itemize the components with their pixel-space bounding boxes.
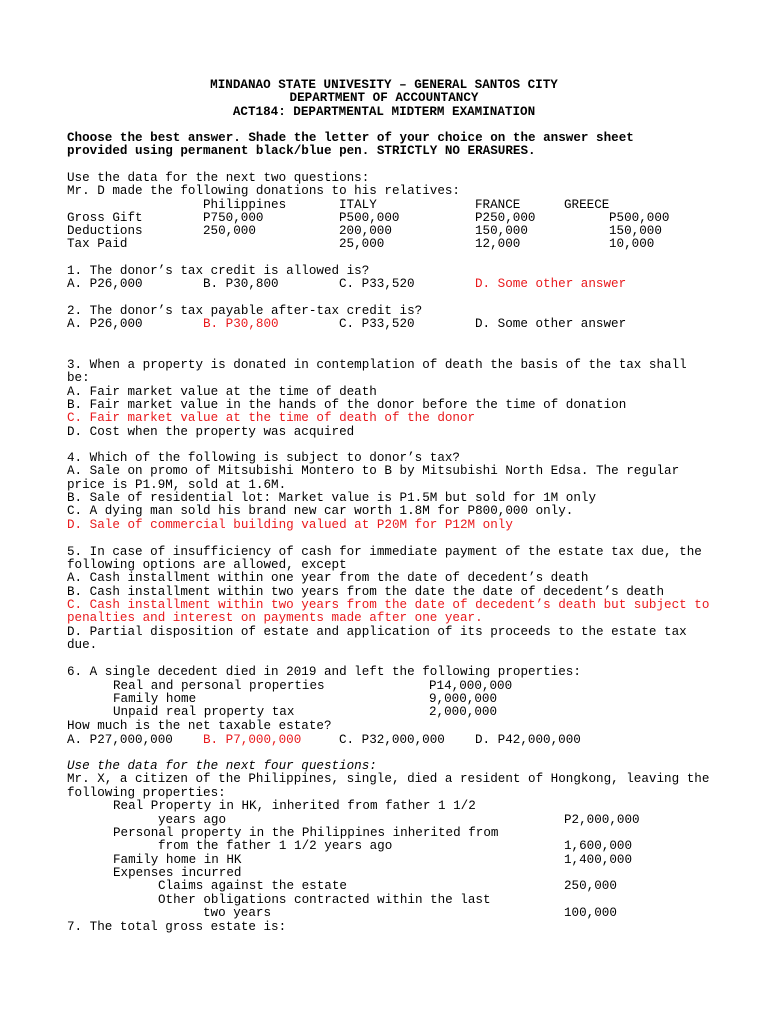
estate-claims-value: 250,000 bbox=[564, 879, 617, 893]
q1-choice-b: B. P30,800 bbox=[203, 277, 279, 291]
q5-choice-c-answer-line2: penalties and interest on payments made after one year. bbox=[67, 611, 483, 625]
estate-item1-line2: years ago bbox=[158, 813, 227, 827]
estate-item2-value: 1,600,000 bbox=[564, 839, 633, 853]
table-cell: 10,000 bbox=[609, 237, 655, 251]
q4-choice-c: C. A dying man sold his brand new car worth 1.8M for P800,000 only. bbox=[67, 504, 574, 518]
estate-claims-label: Claims against the estate bbox=[158, 879, 347, 893]
q2-choice-a: A. P26,000 bbox=[67, 317, 143, 331]
estate-item2-line1: Personal property in the Philippines inherited from bbox=[113, 826, 499, 840]
q6-choice-a: A. P27,000,000 bbox=[67, 733, 173, 747]
q1-choice-d-answer: D. Some other answer bbox=[475, 277, 627, 291]
table-cell: 12,000 bbox=[475, 237, 521, 251]
estate-item1-value: P2,000,000 bbox=[564, 813, 640, 827]
q6-question: 6. A single decedent died in 2019 and left the following properties: bbox=[67, 665, 581, 679]
q5-question-line1: 5. In case of insufficiency of cash for immediate payment of the estate tax due, the bbox=[67, 545, 702, 559]
instructions-line2: provided using permanent black/blue pen. STRICTLY NO ERASURES. bbox=[67, 144, 536, 158]
table-header-france: FRANCE bbox=[475, 198, 521, 212]
q3-choice-a: A. Fair market value at the time of death bbox=[67, 385, 377, 399]
q6-ask: How much is the net taxable estate? bbox=[67, 719, 332, 733]
q1-choice-c: C. P33,520 bbox=[339, 277, 415, 291]
q3-choice-b: B. Fair market value in the hands of the donor before the time of donation bbox=[67, 398, 627, 412]
department-name: DEPARTMENT OF ACCOUNTANCY bbox=[289, 91, 479, 105]
q3-question-line1: 3. When a property is donated in contemplation of death the basis of the tax shall bbox=[67, 358, 687, 372]
q3-choice-d: D. Cost when the property was acquired bbox=[67, 425, 355, 439]
estate-other-value: 100,000 bbox=[564, 906, 617, 920]
exam-title: ACT184: DEPARTMENTAL MIDTERM EXAMINATION bbox=[232, 105, 536, 119]
q7-question: 7. The total gross estate is: bbox=[67, 920, 287, 934]
table-cell: P250,000 bbox=[475, 211, 536, 225]
q4-choice-b: B. Sale of residential lot: Market value is P1.5M but sold for 1M only bbox=[67, 491, 597, 505]
q6-choice-c: C. P32,000,000 bbox=[339, 733, 445, 747]
q6-item-label: Real and personal properties bbox=[113, 679, 325, 693]
intro1-line1: Use the data for the next two questions: bbox=[67, 171, 370, 185]
intro1-line2: Mr. D made the following donations to his relatives: bbox=[67, 184, 460, 198]
q5-choice-c-answer-line1: C. Cash installment within two years from the date of decedent’s death but subject to bbox=[67, 598, 710, 612]
q6-item-label: Unpaid real property tax bbox=[113, 705, 295, 719]
table-row-label: Tax Paid bbox=[67, 237, 128, 251]
q5-question-line2: following options are allowed, except bbox=[67, 558, 347, 572]
q3-choice-c-answer: C. Fair market value at the time of death of the donor bbox=[67, 411, 476, 425]
q4-choice-a-line2: price is P1.9M, sold at 1.6M. bbox=[67, 478, 287, 492]
intro2-line3: following properties: bbox=[67, 786, 226, 800]
estate-other-line2: two years bbox=[203, 906, 272, 920]
q6-item-value: P14,000,000 bbox=[429, 679, 513, 693]
q4-choice-d-answer: D. Sale of commercial building valued at P20M for P12M only bbox=[67, 518, 513, 532]
table-row-label: Deductions bbox=[67, 224, 143, 238]
estate-other-line1: Other obligations contracted within the last bbox=[158, 893, 491, 907]
table-row-label: Gross Gift bbox=[67, 211, 143, 225]
intro2-line2: Mr. X, a citizen of the Philippines, single, died a resident of Hongkong, leaving the bbox=[67, 772, 710, 786]
table-header-greece: GREECE bbox=[564, 198, 610, 212]
table-cell: P500,000 bbox=[339, 211, 400, 225]
q1-question: 1. The donor’s tax credit is allowed is? bbox=[67, 264, 370, 278]
q3-question-line2: be: bbox=[67, 371, 90, 385]
q6-item-value: 9,000,000 bbox=[429, 692, 498, 706]
table-cell: 150,000 bbox=[475, 224, 528, 238]
q6-choice-d: D. P42,000,000 bbox=[475, 733, 581, 747]
estate-item1-line1: Real Property in HK, inherited from father 1 1/2 bbox=[113, 799, 476, 813]
table-cell: 25,000 bbox=[339, 237, 385, 251]
table-cell: 250,000 bbox=[203, 224, 256, 238]
q5-choice-d-line1: D. Partial disposition of estate and application of its proceeds to the estate tax bbox=[67, 625, 687, 639]
estate-expenses-label: Expenses incurred bbox=[113, 866, 242, 880]
instructions-line1: Choose the best answer. Shade the letter of your choice on the answer sheet bbox=[67, 131, 634, 145]
estate-item2-line2: from the father 1 1/2 years ago bbox=[158, 839, 393, 853]
table-header-italy: ITALY bbox=[339, 198, 377, 212]
q5-choice-a: A. Cash installment within one year from the date of decedent’s death bbox=[67, 571, 589, 585]
estate-item3-value: 1,400,000 bbox=[564, 853, 633, 867]
university-name: MINDANAO STATE UNIVESITY – GENERAL SANTOS CITY bbox=[210, 78, 558, 92]
q2-choice-d: D. Some other answer bbox=[475, 317, 627, 331]
table-header-philippines: Philippines bbox=[203, 198, 287, 212]
q2-choice-c: C. P33,520 bbox=[339, 317, 415, 331]
q6-choice-b-answer: B. P7,000,000 bbox=[203, 733, 302, 747]
table-cell: P500,000 bbox=[609, 211, 670, 225]
table-cell: P750,000 bbox=[203, 211, 264, 225]
intro2-line1: Use the data for the next four questions: bbox=[67, 759, 377, 773]
q4-choice-a-line1: A. Sale on promo of Mitsubishi Montero to B by Mitsubishi North Edsa. The regular bbox=[67, 464, 680, 478]
estate-item3: Family home in HK bbox=[113, 853, 242, 867]
q5-choice-b: B. Cash installment within two years from the date the date of decedent’s death bbox=[67, 585, 665, 599]
table-cell: 200,000 bbox=[339, 224, 392, 238]
q4-question: 4. Which of the following is subject to donor’s tax? bbox=[67, 451, 460, 465]
q2-question: 2. The donor’s tax payable after-tax credit is? bbox=[67, 304, 423, 318]
table-cell: 150,000 bbox=[609, 224, 662, 238]
q1-choice-a: A. P26,000 bbox=[67, 277, 143, 291]
q5-choice-d-line2: due. bbox=[67, 638, 98, 652]
q6-item-value: 2,000,000 bbox=[429, 705, 498, 719]
q2-choice-b-answer: B. P30,800 bbox=[203, 317, 279, 331]
q6-item-label: Family home bbox=[113, 692, 197, 706]
